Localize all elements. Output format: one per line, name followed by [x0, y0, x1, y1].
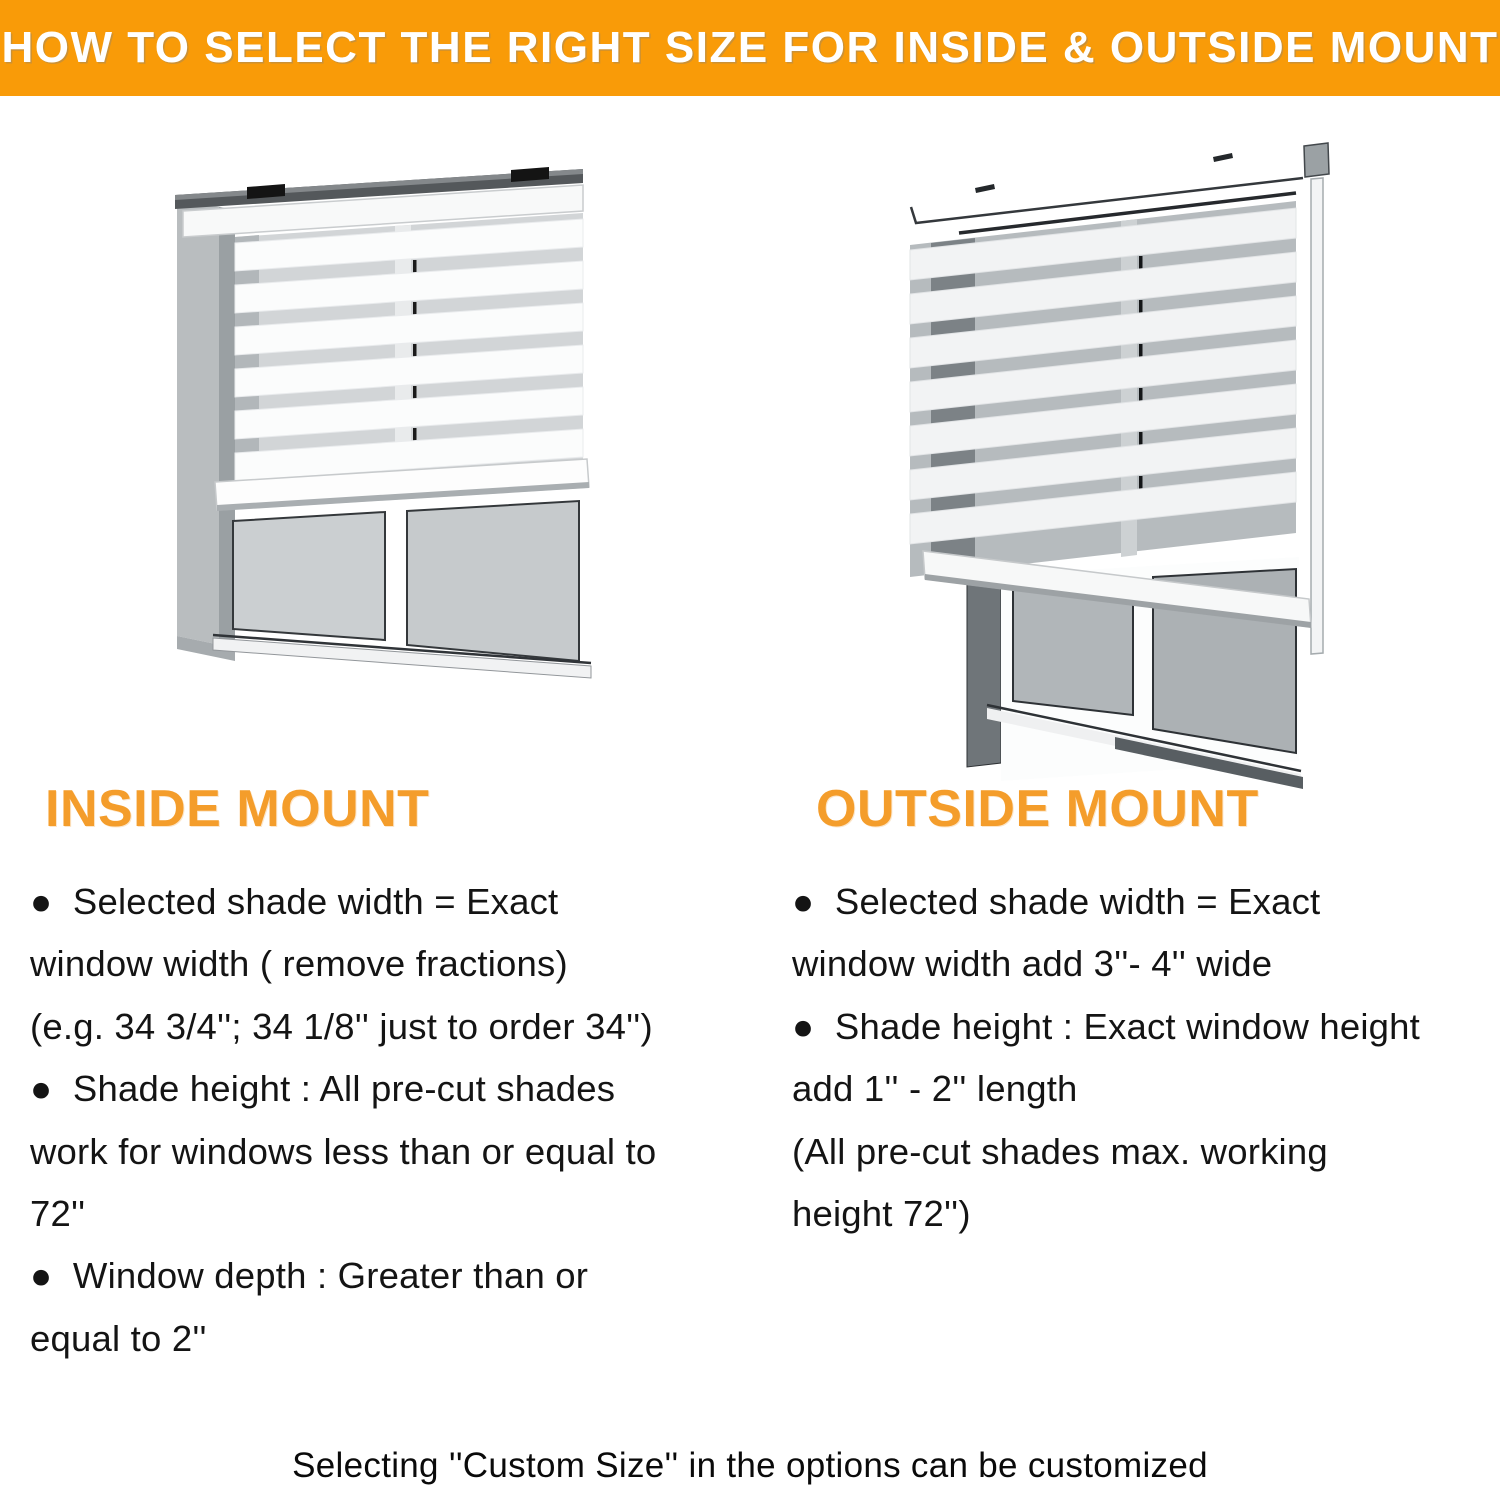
custom-size-note: Selecting ''Custom Size'' in the options can be customized: [292, 1446, 1208, 1485]
spec-line: ● Shade height : Exact window height: [792, 1005, 1421, 1047]
spec-line: window width add 3''- 4'' wide: [792, 943, 1273, 985]
spec-line: 72'': [30, 1193, 86, 1235]
header-banner: [0, 0, 1500, 96]
spec-line: (e.g. 34 3/4''; 34 1/8'' just to order 34''): [30, 1005, 653, 1047]
window-glass: [213, 501, 591, 678]
spec-line: ● Selected shade width = Exact: [792, 881, 1321, 922]
spec-line: ● Shade height : All pre-cut shades: [30, 1068, 616, 1110]
spec-line: (All pre-cut shades max. working: [792, 1130, 1328, 1172]
spec-line: work for windows less than or equal to: [30, 1130, 657, 1172]
spec-line: window width ( remove fractions): [30, 943, 568, 985]
outside-mount-specs: [792, 871, 1497, 1245]
inside-mount-illustration: [155, 148, 605, 758]
spec-line: equal to 2'': [30, 1317, 207, 1359]
window-frame: [177, 198, 235, 661]
outside-mount-illustration: [875, 130, 1345, 790]
spec-line: ● Selected shade width = Exact: [30, 881, 559, 922]
inside-mount-heading: INSIDE MOUNT: [45, 780, 430, 838]
spec-line: ● Window depth : Greater than or: [30, 1255, 589, 1297]
spec-line: add 1'' - 2'' length: [792, 1068, 1078, 1110]
zebra-shade: [910, 201, 1296, 577]
header-title: HOW TO SELECT THE RIGHT SIZE FOR INSIDE & OUTSIDE MOUNT: [1, 23, 1499, 72]
inside-mount-window-drawing: [155, 148, 605, 758]
zebra-shade: [235, 213, 583, 491]
inside-mount-specs: [30, 871, 755, 1370]
outside-mount-heading: OUTSIDE MOUNT: [816, 780, 1259, 838]
outside-mount-window-drawing: [875, 130, 1345, 790]
spec-line: height 72''): [792, 1193, 971, 1235]
side-rail: [1311, 178, 1323, 654]
